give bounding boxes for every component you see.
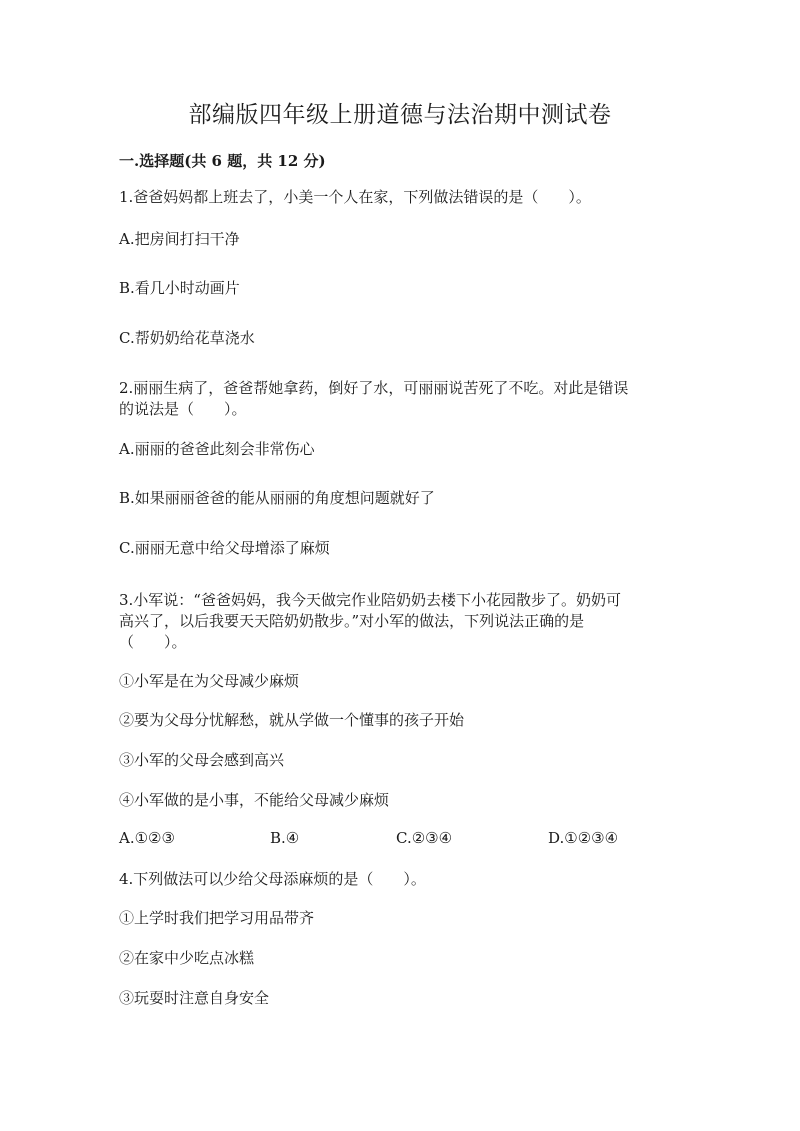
question-2-stem-line-2: 的说法是（ ）。	[119, 400, 247, 418]
question-1-option-b: B.看几小时动画片	[119, 279, 240, 297]
question-2-option-c: C.丽丽无意中给父母增添了麻烦	[119, 539, 330, 557]
question-1-option-a: A.把房间打扫干净	[119, 230, 240, 248]
question-3-option-c: C.②③④	[396, 829, 453, 847]
question-3-option-a: A.①②③	[119, 829, 175, 847]
question-3-statement-1: ①小军是在为父母减少麻烦	[119, 672, 300, 690]
question-3-options-row	[119, 829, 679, 850]
question-3-stem-line-3: （ ）。	[119, 633, 187, 651]
question-2-stem-line-1: 2.丽丽生病了，爸爸帮她拿药，倒好了水，可丽丽说苦死了不吃。对此是错误	[119, 379, 629, 397]
section-heading: 一.选择题(共 6 题，共 12 分)	[119, 152, 326, 170]
question-4-statement-1: ①上学时我们把学习用品带齐	[119, 909, 315, 927]
question-3-stem-line-2: 高兴了，以后我要天天陪奶奶散步。”对小军的做法，下列说法正确的是	[119, 612, 585, 630]
question-1-stem: 1.爸爸妈妈都上班去了，小美一个人在家，下列做法错误的是（ ）。	[119, 188, 591, 206]
question-3-option-d: D.①②③④	[548, 829, 619, 847]
page-title: 部编版四年级上册道德与法治期中测试卷	[188, 102, 612, 128]
question-3-statement-2: ②要为父母分忧解愁，就从学做一个懂事的孩子开始	[119, 711, 465, 729]
question-3-statement-4: ④小军做的是小事，不能给父母减少麻烦	[119, 791, 390, 809]
question-4-statement-3: ③玩耍时注意自身安全	[119, 989, 270, 1007]
question-2-option-b: B.如果丽丽爸爸的能从丽丽的角度想问题就好了	[119, 489, 435, 507]
question-4-statement-2: ②在家中少吃点冰糕	[119, 949, 255, 967]
question-1-option-c: C.帮奶奶给花草浇水	[119, 329, 255, 347]
question-4-stem: 4.下列做法可以少给父母添麻烦的是（ ）。	[119, 870, 426, 888]
question-3-stem-line-1: 3.小军说：“爸爸妈妈，我今天做完作业陪奶奶去楼下小花园散步了。奶奶可	[119, 591, 621, 609]
question-2-option-a: A.丽丽的爸爸此刻会非常伤心	[119, 440, 315, 458]
question-3-statement-3: ③小军的父母会感到高兴	[119, 751, 285, 769]
question-3-option-b: B.④	[270, 829, 300, 847]
